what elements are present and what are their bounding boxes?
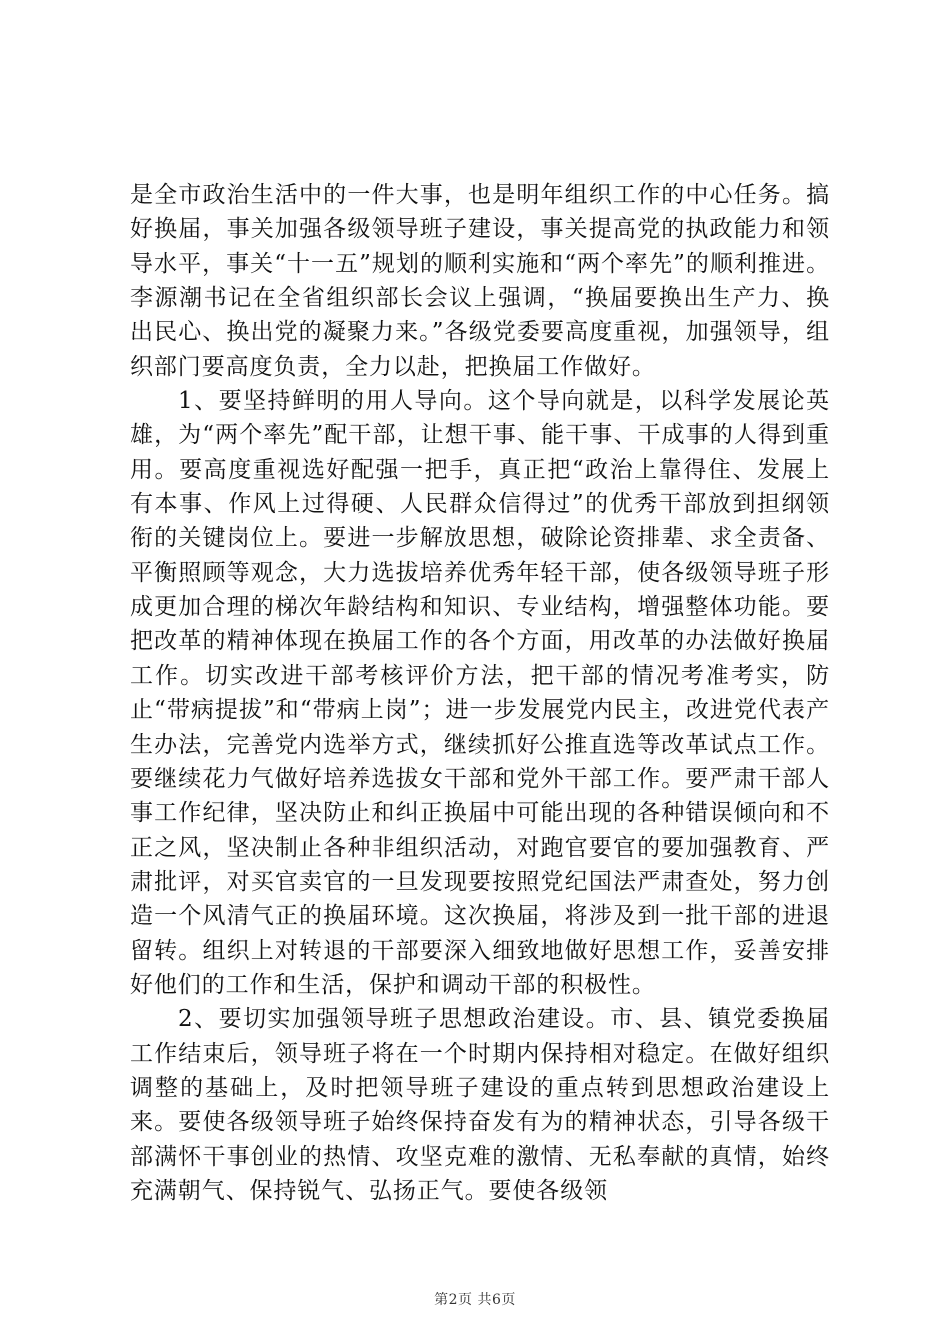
document-body (130, 178, 830, 1208)
page-footer: 第2页 共6页 (434, 1292, 516, 1308)
paragraph-item-1: 1、要坚持鲜明的用人导向。这个导向就是，以科学发展论英雄，为“两个率先”配干部，让想干事、能干事、干成事的人得到重用。要高度重视选好配强一把手，真正把“政治上靠得住、发展上有本事、作风上过得硬、人民群众信得过”的优秀干部放到担纲领衔的关键岗位上。要进一步解放思想，破除论资排辈、求全责备、平衡照顾等观念，大力选拔培养优秀年轻干部，使各级领导班子形成更加合理的梯次年龄结构和知识、专业结构，增强整体功能。要把改革的精神体现在换届工作的各个方面，用改革的办法做好换届工作。切实改进干部考核评价方法，把干部的情况考准考实，防止“带病提拔”和“带病上岗”；进一步发展党内民主，改进党代表产生办法，完善党内选举方式，继续抓好公推直选等改革试点工作。要继续花力气做好培养选拔女干部和党外干部工作。要严肃干部人事工作纪律，坚决防止和纠正换届中可能出现的各种错误倾向和不正之风，坚决制止各种非组织活动，对跑官要官的要加强教育、严肃批评，对买官卖官的一旦发现要按照党纪国法严肃查处，努力创造一个风清气正的换届环境。这次换届，将涉及到一批干部的进退留转。组织上对转退的干部要深入细致地做好思想工作，妥善安排好他们的工作和生活，保护和调动干部的积极性。 (130, 388, 830, 998)
paragraph-item-2: 2、要切实加强领导班子思想政治建设。市、县、镇党委换届工作结束后，领导班子将在一个时期内保持相对稳定。在做好组织调整的基础上，及时把领导班子建设的重点转到思想政治建设上来。要使各级领导班子始终保持奋发有为的精神状态，引导各级干部满怀干事创业的热情、攻坚克难的激情、无私奉献的真情，始终充满朝气、保持锐气、弘扬正气。要使各级领 (130, 1006, 830, 1204)
paragraph-continuation: 是全市政治生活中的一件大事，也是明年组织工作的中心任务。搞好换届，事关加强各级领导班子建设，事关提高党的执政能力和领导水平，事关“十一五”规划的顺利实施和“两个率先”的顺利推进。李源潮书记在全省组织部长会议上强调，“换届要换出生产力、换出民心、换出党的凝聚力来。”各级党委要高度重视，加强领导，组织部门要高度负责，全力以赴，把换届工作做好。 (130, 182, 830, 380)
